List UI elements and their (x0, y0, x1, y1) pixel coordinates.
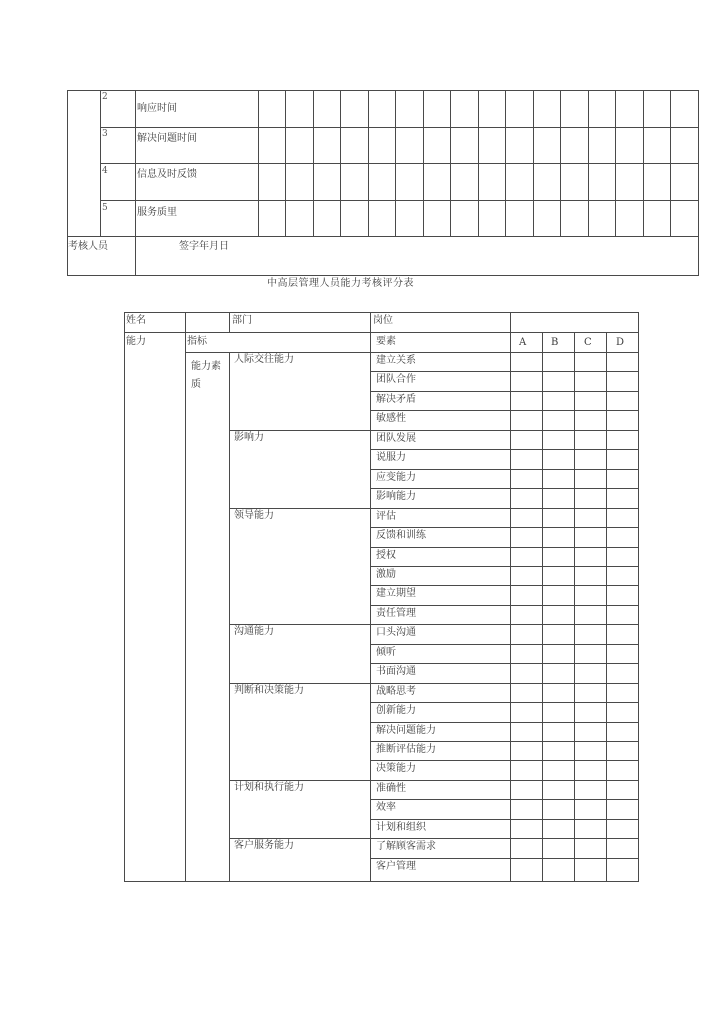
row-divider (370, 547, 639, 548)
element-item: 团队合作 (376, 374, 416, 386)
element-item: 责任管理 (376, 607, 416, 619)
element-item: 倾听 (376, 646, 396, 658)
grade-c-label: C (584, 337, 592, 348)
element-item: 评估 (376, 510, 396, 522)
element-label: 要素 (376, 336, 396, 347)
grid-column-line (313, 90, 314, 236)
signature-date-label: 签字年月日 (179, 241, 229, 252)
row-divider (370, 585, 639, 586)
row-divider (370, 527, 639, 528)
element-item: 说服力 (376, 452, 406, 464)
indicator-group-label: 沟通能力 (234, 626, 274, 638)
element-item: 团队发展 (376, 432, 416, 444)
row-divider (370, 449, 639, 450)
top-row-number: 4 (102, 166, 108, 176)
grid-column-line (340, 90, 341, 236)
grid-column-line (368, 90, 369, 236)
grid-column-line (505, 90, 506, 236)
row-divider (370, 566, 639, 567)
form-title: 中高层管理人员能力考核评分表 (267, 278, 414, 289)
indicator-group-label: 客户服务能力 (234, 840, 294, 852)
grade-b-label: B (551, 337, 559, 348)
grid-column-line (670, 90, 671, 236)
ability-label: 能力 (126, 336, 146, 347)
element-item: 客户管理 (376, 860, 416, 872)
element-item: 应变能力 (376, 471, 416, 483)
grade-d-label: D (616, 337, 625, 348)
grid-column-line (588, 90, 589, 236)
element-item: 效率 (376, 802, 396, 814)
element-item: 书面沟通 (376, 666, 416, 678)
row-divider (370, 799, 639, 800)
row-divider (370, 663, 639, 664)
row-divider (370, 488, 639, 489)
element-item: 创新能力 (376, 705, 416, 717)
grid-column-line (615, 90, 616, 236)
top-row-number: 2 (102, 92, 108, 102)
department-label: 部门 (232, 315, 252, 326)
element-item: 影响能力 (376, 491, 416, 503)
indicator-label: 指标 (187, 336, 207, 347)
indicator-group-label: 影响力 (234, 431, 264, 443)
row-divider (370, 722, 639, 723)
row-divider (370, 469, 639, 470)
row-divider (370, 371, 639, 372)
grid-column-line (450, 90, 451, 236)
grid-column-line (643, 90, 644, 236)
group-divider (229, 624, 639, 625)
grid-column-line (560, 90, 561, 236)
position-label: 岗位 (373, 315, 393, 326)
row-divider (370, 760, 639, 761)
grid-column-line (478, 90, 479, 236)
grid-column-line (258, 90, 259, 236)
row-divider (370, 644, 639, 645)
row-divider (370, 391, 639, 392)
element-item: 口头沟通 (376, 627, 416, 639)
element-item: 决策能力 (376, 763, 416, 775)
element-item: 反馈和训练 (376, 530, 426, 542)
grid-column-line (423, 90, 424, 236)
grade-a-label: A (519, 337, 527, 348)
element-item: 推断评估能力 (376, 744, 436, 755)
element-item: 解决问题能力 (376, 724, 436, 736)
indicator-group-label: 领导能力 (234, 509, 274, 521)
row-divider (370, 819, 639, 820)
element-item: 战略思考 (376, 685, 416, 697)
top-row-number: 5 (102, 203, 108, 213)
reviewer-label: 考核人员 (68, 241, 108, 252)
top-row-label: 解决问题时间 (137, 133, 197, 144)
top-row-number: 3 (102, 129, 108, 139)
name-label: 姓名 (126, 315, 146, 326)
grid-column-line (533, 90, 534, 236)
top-row-label: 服务质里 (137, 207, 177, 218)
grid-column-line (395, 90, 396, 236)
row-divider (370, 858, 639, 859)
row-divider (370, 741, 639, 742)
group-divider (229, 780, 639, 781)
indicator-group-label: 判断和决策能力 (234, 684, 304, 696)
group-divider (229, 508, 639, 509)
category-label: 能力素质 (191, 361, 221, 390)
group-divider (229, 430, 639, 431)
element-item: 准确性 (376, 782, 406, 794)
element-item: 解决矛盾 (376, 393, 416, 405)
element-item: 了解顾客需求 (376, 841, 436, 853)
element-item: 激励 (376, 568, 396, 580)
row-divider (370, 605, 639, 606)
element-item: 建立期望 (376, 588, 416, 600)
element-item: 计划和组织 (376, 821, 426, 833)
element-item: 敏感性 (376, 413, 406, 425)
element-item: 授权 (376, 549, 396, 561)
indicator-group-label: 人际交往能力 (234, 354, 294, 365)
row-divider (370, 702, 639, 703)
group-divider (229, 838, 639, 839)
top-row-label: 响应时间 (137, 103, 177, 114)
top-row-label: 信息及时反馈 (137, 169, 197, 180)
grid-column-line (285, 90, 286, 236)
indicator-group-label: 计划和执行能力 (234, 781, 304, 793)
row-divider (370, 410, 639, 411)
element-item: 建立关系 (376, 355, 416, 366)
